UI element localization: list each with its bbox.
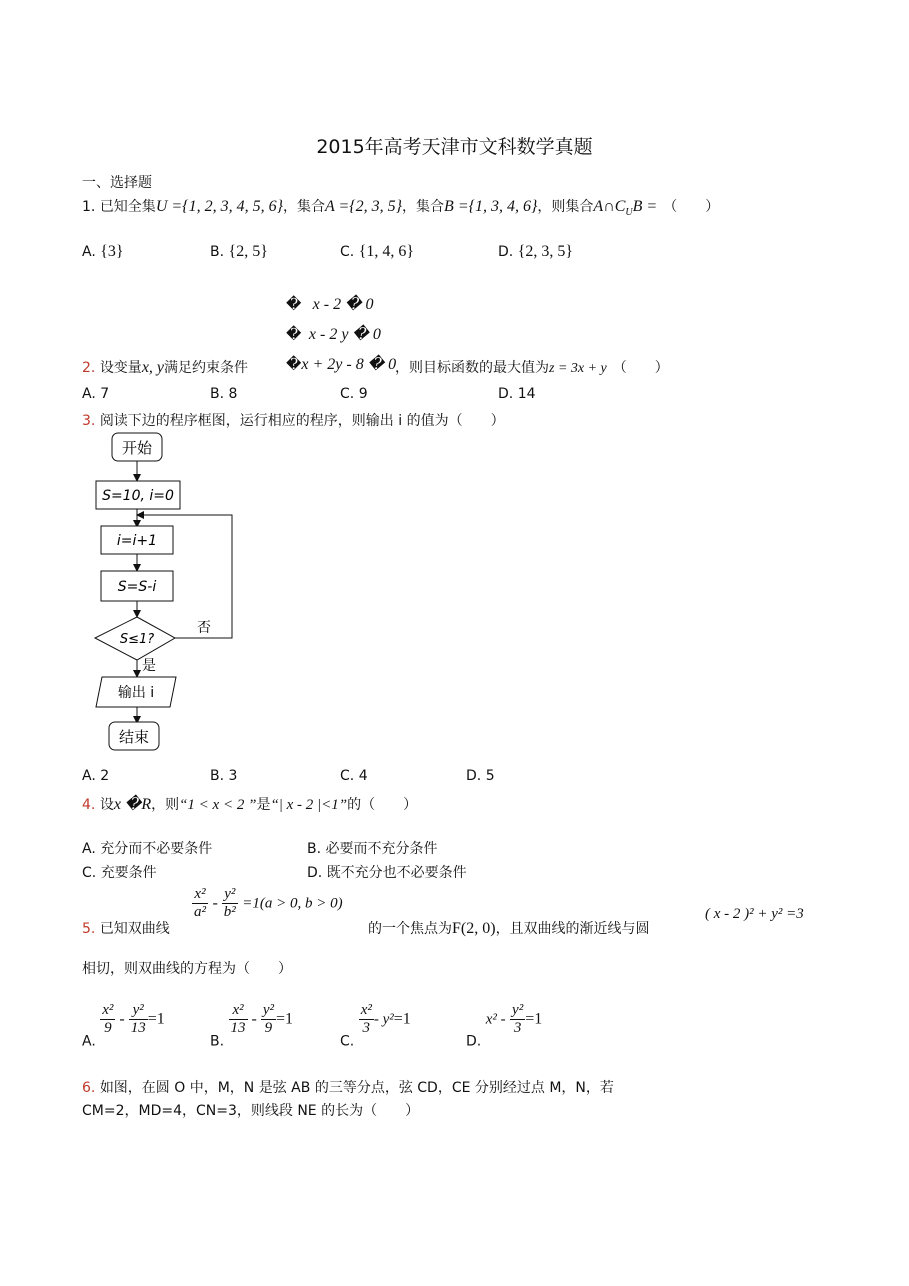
q4-text: 是 (256, 797, 271, 813)
flow-output-label: 输出 i (117, 685, 155, 701)
q4-text: 设 (99, 797, 114, 813)
question-1 (82, 196, 719, 218)
q5-line2: 相切，则双曲线的方程为（ ） (82, 961, 292, 977)
q1-set-b: B ={1, 3, 4, 6} (444, 198, 538, 215)
q2-paren: （ ） (612, 360, 669, 376)
brace-glyph: � (286, 327, 302, 343)
q1-option-d[interactable]: D. {2, 3, 5} (498, 243, 574, 260)
flow-start-label: 开始 (121, 439, 153, 457)
q5-text-focus (368, 918, 650, 938)
q5-text: 的一个焦点为 (368, 921, 452, 937)
q4-option-d[interactable]: D. 既不充分也不必要条件 (307, 865, 467, 881)
q2-text: 满足约束条件 (164, 360, 249, 376)
q6-number: 6. (82, 1080, 96, 1096)
flow-no-label: 否 (197, 620, 211, 636)
q4-option-a[interactable]: A. 充分而不必要条件 (82, 841, 213, 857)
flow-decision-label: S≤1? (119, 632, 155, 647)
q5-number: 5. (82, 921, 96, 937)
q1-option-c[interactable]: C. {1, 4, 6} (340, 243, 415, 260)
page-title: 2015年高考天津市文科数学真题 (316, 136, 593, 158)
q4-text: 的（ ） (347, 797, 418, 813)
question-4 (82, 794, 417, 814)
q3-option-a[interactable]: A. 2 (82, 768, 110, 784)
q4-number: 4. (82, 797, 96, 813)
q1-set-a: A ={2, 3, 5} (324, 198, 403, 215)
q3-option-d[interactable]: D. 5 (466, 768, 495, 784)
q1-option-b[interactable]: B. {2, 5} (210, 243, 268, 260)
q1-expression: $A\cap C_UB$ = (593, 198, 658, 219)
q2-constraint-1: x - 2 � 0 (312, 296, 374, 313)
q2-target: z = 3x + y (549, 361, 607, 376)
q4-statement-b: “| x - 2 |<1” (270, 797, 348, 813)
q5-option-d[interactable]: D. x² - $\frac{\text{y²}}{3}$ =1 (466, 1002, 543, 1050)
q3-flowchart (80, 430, 250, 760)
q2-constraint-3: x + 2y - 8 � 0 (301, 356, 397, 373)
q5-hyperbola-equation: $\frac{\text{x²}}{\text{a²}}$ - $\frac{\text{y²}}{\text{b²}}$ =1(a > 0, b > 0) (194, 886, 343, 920)
q5-option-c[interactable]: C. $\frac{\text{x²}}{3}$ - y²=1 (340, 1002, 411, 1050)
q3-text: 阅读下边的程序框图，运行相应的程序，则输出 i 的值为（ ） (99, 413, 505, 429)
brace-glyph: � (286, 297, 302, 313)
q2-option-d[interactable]: D. 14 (498, 386, 536, 402)
q2-text: ，则目标函数的最大值为 (395, 360, 549, 376)
flow-end-label: 结束 (118, 728, 150, 746)
flow-step2-label: S=S-i (117, 579, 157, 595)
q5-option-b[interactable]: B. $\frac{\text{x²}}{13}$ - $\frac{\text{y²}}{9}$ =1 (210, 1002, 294, 1050)
brace-glyph: � (286, 357, 302, 373)
q2-option-c[interactable]: C. 9 (340, 386, 368, 402)
q1-text: ，集合 (402, 199, 445, 215)
q4-condition: x �R (113, 796, 152, 813)
q5-intro (82, 918, 170, 938)
q2-question-tail (395, 357, 669, 377)
q2-constraint-2: x - 2 y � 0 (308, 326, 381, 343)
flow-yes-label: 是 (142, 658, 156, 674)
q1-text: 已知全集 (99, 199, 156, 215)
q5-focus: F(2, 0) (452, 920, 496, 937)
q1-paren: （ ） (663, 199, 720, 215)
q5-circle: ( x - 2 )² + y² =3 (705, 906, 804, 922)
q3-number: 3. (82, 413, 96, 429)
q4-option-b[interactable]: B. 必要而不充分条件 (307, 841, 438, 857)
q6-line1: 如图，在圆 O 中，M，N 是弦 AB 的三等分点，弦 CD，CE 分别经过点 M，N，若 (99, 1080, 614, 1096)
question-2 (82, 357, 248, 377)
q2-constraint-system (286, 290, 396, 380)
q3-option-b[interactable]: B. 3 (210, 768, 238, 784)
q2-option-a[interactable]: A. 7 (82, 386, 110, 402)
q2-text: 设变量 (99, 360, 142, 376)
q4-option-c[interactable]: C. 充要条件 (82, 865, 157, 881)
q4-statement-a: “1 < x < 2 ” (179, 797, 257, 813)
q4-text: ，则 (151, 797, 180, 813)
flow-init-label: S=10, i=0 (102, 488, 174, 504)
q2-number: 2. (82, 360, 96, 376)
q1-option-a[interactable]: A. {3} (82, 243, 124, 260)
flow-step1-label: i=i+1 (116, 533, 158, 549)
q2-vars: x, y (141, 359, 165, 376)
q1-number: 1. (82, 199, 96, 215)
q2-option-b[interactable]: B. 8 (210, 386, 238, 402)
q6-line2: CM=2，MD=4，CN=3，则线段 NE 的长为（ ） (82, 1103, 420, 1119)
q5-option-a[interactable]: A. $\frac{\text{x²}}{9}$ - $\frac{\text{y²}}{13}$ =1 (82, 1002, 165, 1050)
question-3 (82, 410, 505, 430)
q1-text: ，则集合 (537, 199, 594, 215)
question-6 (82, 1076, 826, 1100)
q3-option-c[interactable]: C. 4 (340, 768, 368, 784)
q5-text: ，且双曲线的渐近线与圆 (495, 921, 650, 937)
section-heading: 一、选择题 (82, 175, 152, 191)
q1-set-u: U ={1, 2, 3, 4, 5, 6} (155, 198, 283, 215)
q5-text: 已知双曲线 (99, 921, 170, 937)
q1-text: ，集合 (282, 199, 325, 215)
